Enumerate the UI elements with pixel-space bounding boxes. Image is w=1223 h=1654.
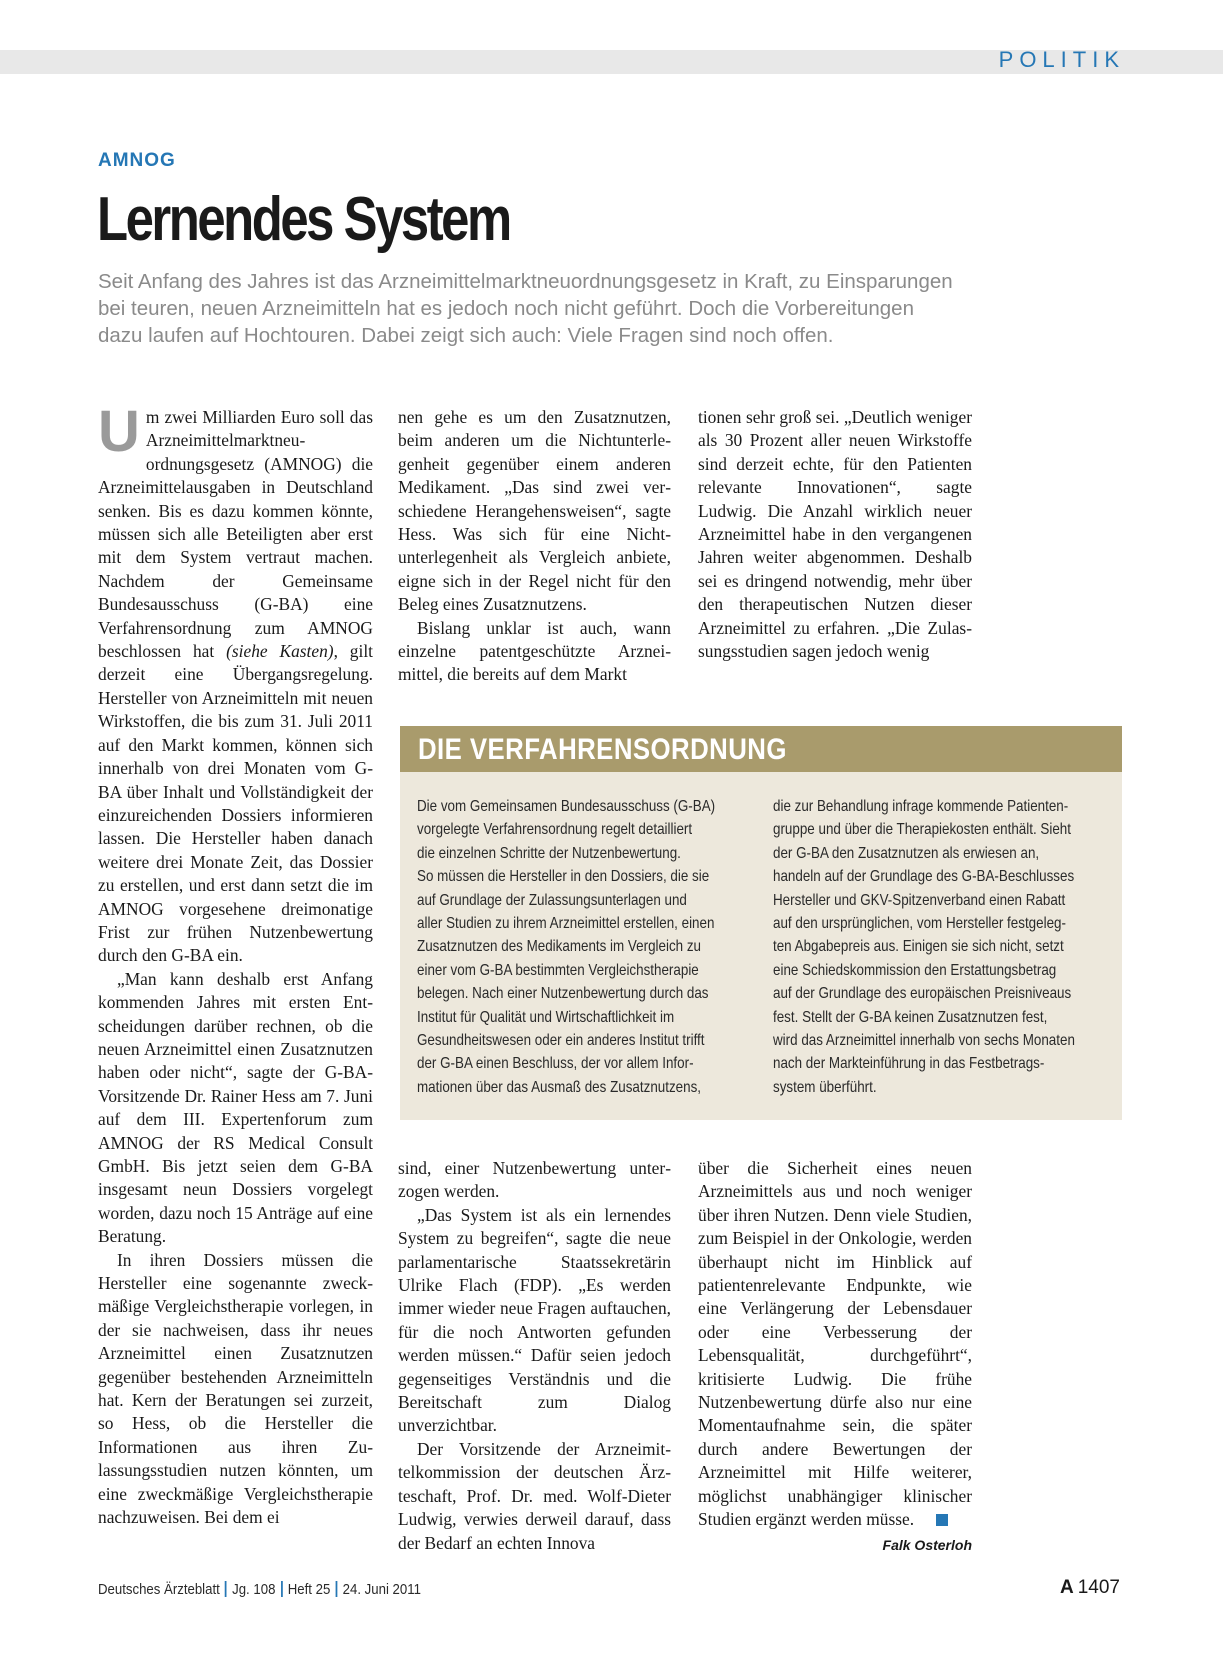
info-box-column-1: Die vom Gemeinsamen Bundesausschuss (G-BA) vorgelegte Verfahrensordnung regelt detailliert die einzelnen Schritte der Nutzenbewertung. So müssen die Hersteller in den Dossiers, die sie auf Grundlage der Zulassungsunterlagen und aller Studien zu ihrem Arzneimittel erstellen, einen Zusatznutzen des Medikaments im Vergleich zu einer vom G-BA bestimmten Vergleichstherapie belegen. Nach einer Nutzenbewertung durch das Institut für Qualität und Wirtschaftlichkeit im Gesundheitswesen oder ein anderes Institut trifft der G-BA einen Beschluss, der vor allem Infor- mationen über das Ausmaß des Zusatznutzens,	[417, 798, 716, 1096]
paragraph: nen gehe es um den Zusatznutzen, beim anderen um die Nichtunterlegenheit gegenüber einem anderen Medikament. „Das sind zwei verschiedene Herangehensweisen“, sagte Hess. Was sich für eine Nichtunterlegenheit als Vergleich anbiete, eigne sich in der Regel nicht für den Beleg eines Zusatznutzens.	[398, 407, 671, 615]
paragraph: Um zwei Milliarden Euro soll das Arzneimittelmarktneuordnungsgesetz (AMNOG) die Arzneimittelausgaben in Deutschland senken. Bis es dazu kommen könnte, müssen sich alle Beteiligten aber erst mit dem System vertraut machen. Nachdem der Gemeinsame Bundesausschuss (G-BA) eine Verfahrensordnung zum AMNOG beschlossen hat (siehe Kasten), gilt derzeit eine Übergangsregelung. Hersteller von Arzneimitteln mit neuen Wirkstoffen, die bis zum 31. Juli 2011 auf den Markt kommen, können sich innerhalb von drei Monaten vom G-BA über Inhalt und Vollständigkeit der einzureichenden Dossiers informieren lassen. Die Hersteller haben danach weitere drei Monate Zeit, das Dossier zu erstellen, und erst dann setzt die im AMNOG vorgesehene dreimonatige Frist zur frühen Nutzenbewertung durch den G-BA ein.	[98, 399, 373, 966]
paragraph: sind, einer Nutzenbewertung unterzogen werden.	[398, 1158, 671, 1202]
section-label: POLITIK	[998, 47, 1125, 72]
paragraph: „Das System ist als ein lernendes System zu begreifen“, sagte die neue parlamentarische Staatssekretärin Ulrike Flach (FDP). „Es werden immer wieder neue Fragen auftauchen, für die noch Antworten gefunden werden müssen.“ Dafür seien jedoch gegenseitiges Verständnis und die Bereitschaft zum Dialog unverzichtbar.	[398, 1204, 671, 1436]
volume: Jg. 108	[232, 1581, 276, 1598]
author-name: Falk Osterloh	[882, 1537, 972, 1553]
article-lead	[98, 268, 1098, 349]
journal-name: Deutsches Ärzteblatt	[98, 1581, 220, 1598]
article-column-1	[98, 399, 373, 1530]
issue-date: 24. Juni 2011	[342, 1581, 421, 1598]
article-kicker: AMNOG	[98, 150, 176, 171]
separator	[225, 1581, 227, 1597]
paragraph: Der Vorsitzende der Arzneimittelkommission der deutschen Ärzteschaft, Prof. Dr. med. Wolf-Dieter Ludwig, verwies derweil darauf, dass der Bedarf an echten Innova	[398, 1438, 671, 1553]
lead-line: dazu laufen auf Hochtouren. Dabei zeigt sich auch: Viele Fragen sind noch offen.	[98, 324, 834, 347]
issue: Heft 25	[287, 1581, 331, 1598]
lead-line: Seit Anfang des Jahres ist das Arzneimittelmarktneuordnungsgesetz in Kraft, zu Einsparungen	[98, 270, 953, 293]
article-title: Lernendes System	[97, 185, 510, 254]
box-reference: (siehe Kasten)	[226, 641, 334, 662]
drop-cap: U	[98, 399, 140, 464]
paragraph: „Man kann deshalb erst Anfang kommenden Jahres mit ersten Entscheidungen darüber rechnen, ob die neuen Arzneimittel einen Zusatznutzen haben oder nicht“, sagte der G-BA-Vorsitzende Dr. Rainer Hess am 7. Juni auf dem III. Expertenforum zum AMNOG der RS Medical Consult GmbH. Bis jetzt seien dem G-BA insgesamt neun Dossiers vorgelegt worden, dazu noch 15 Anträge auf eine Beratung.	[98, 968, 373, 1247]
separator	[336, 1581, 338, 1597]
article-column-3	[698, 406, 972, 663]
paragraph: über die Sicherheit eines neuen Arzneimittels aus und noch weniger über ihren Nutzen. Denn viele Studien, zum Beispiel in der Onkologie, werden überhaupt nicht im Hinblick auf patientenrelevante Endpunkte, wie eine Verlängerung der Lebensdauer oder eine Verbesserung der Lebensqualität, durchgeführt“, kritisierte Ludwig. Die frühe Nutzenbewertung dürfe also nur eine Momentaufnahme sein, die später durch andere Bewertungen der Arzneimittel mit Hilfe weiterer, möglichst unabhängiger klinischer Studien ergänzt werden müsse.	[698, 1158, 972, 1530]
info-box-column-2: die zur Behandlung infrage kommende Patienten- gruppe und über die Therapiekosten enthält. Sieht der G-BA den Zusatznutzen als erwiesen an, handeln auf der Grundlage des G-BA-Beschlusses Hersteller und GKV-Spitzenverband einen Rabatt auf den ursprünglichen, vom Hersteller festgeleg- ten Abgabepreis aus. Einigen sie sich nicht, setzt eine Schiedskommission den Erstattungsbetrag auf der Grundlage des europäischen Preisniveaus fest. Stellt der G-BA keinen Zusatznutzen fest, wird das Arzneimittel innerhalb von sechs Monaten nach der Markteinführung in das Festbetrags- system überführt.	[773, 798, 1075, 1096]
page-number: A 1407	[1059, 1577, 1120, 1598]
info-box-title: DIE VERFAHRENSORDNUNG	[418, 733, 787, 766]
lead-line: bei teuren, neuen Arzneimitteln hat es jedoch noch nicht geführt. Doch die Vorbereitungen	[98, 297, 914, 320]
footer-citation	[98, 1581, 421, 1598]
paragraph: Bislang unklar ist auch, wann einzelne patentgeschützte Arzneimittel, die bereits auf dem Markt	[398, 617, 671, 685]
end-mark-icon	[936, 1514, 948, 1526]
paragraph: tionen sehr groß sei. „Deutlich weniger als 30 Prozent aller neuen Wirkstoffe sind derzeit echte, für den Patienten relevante Innovationen“, sagte Ludwig. Die Anzahl wirklich neuer Arzneimittel habe in den vergangenen Jahren weiter abgenommen. Deshalb sei es dringend notwendig, mehr über den therapeutischen Nutzen dieser Arzneimittel zu erfahren. „Die Zulassungsstudien sagen jedoch wenig	[698, 407, 972, 662]
article-column-2-continued	[398, 1157, 671, 1555]
article-column-2	[398, 406, 671, 687]
separator	[281, 1581, 283, 1597]
paragraph: In ihren Dossiers müssen die Hersteller eine sogenannte zweckmäßige Vergleichstherapie vorlegen, in der sie nachweisen, dass ihr neues Arzneimittel einen Zusatznutzen gegenüber bestehenden Arzneimitteln hat. Kern der Beratungen sei zurzeit, so Hess, ob die Hersteller die Informationen aus ihren Zulassungsstudien nutzen könnten, um eine zweckmäßige Vergleichstherapie nachzuweisen. Bei dem ei	[98, 1249, 373, 1528]
article-column-3-continued	[698, 1157, 972, 1532]
